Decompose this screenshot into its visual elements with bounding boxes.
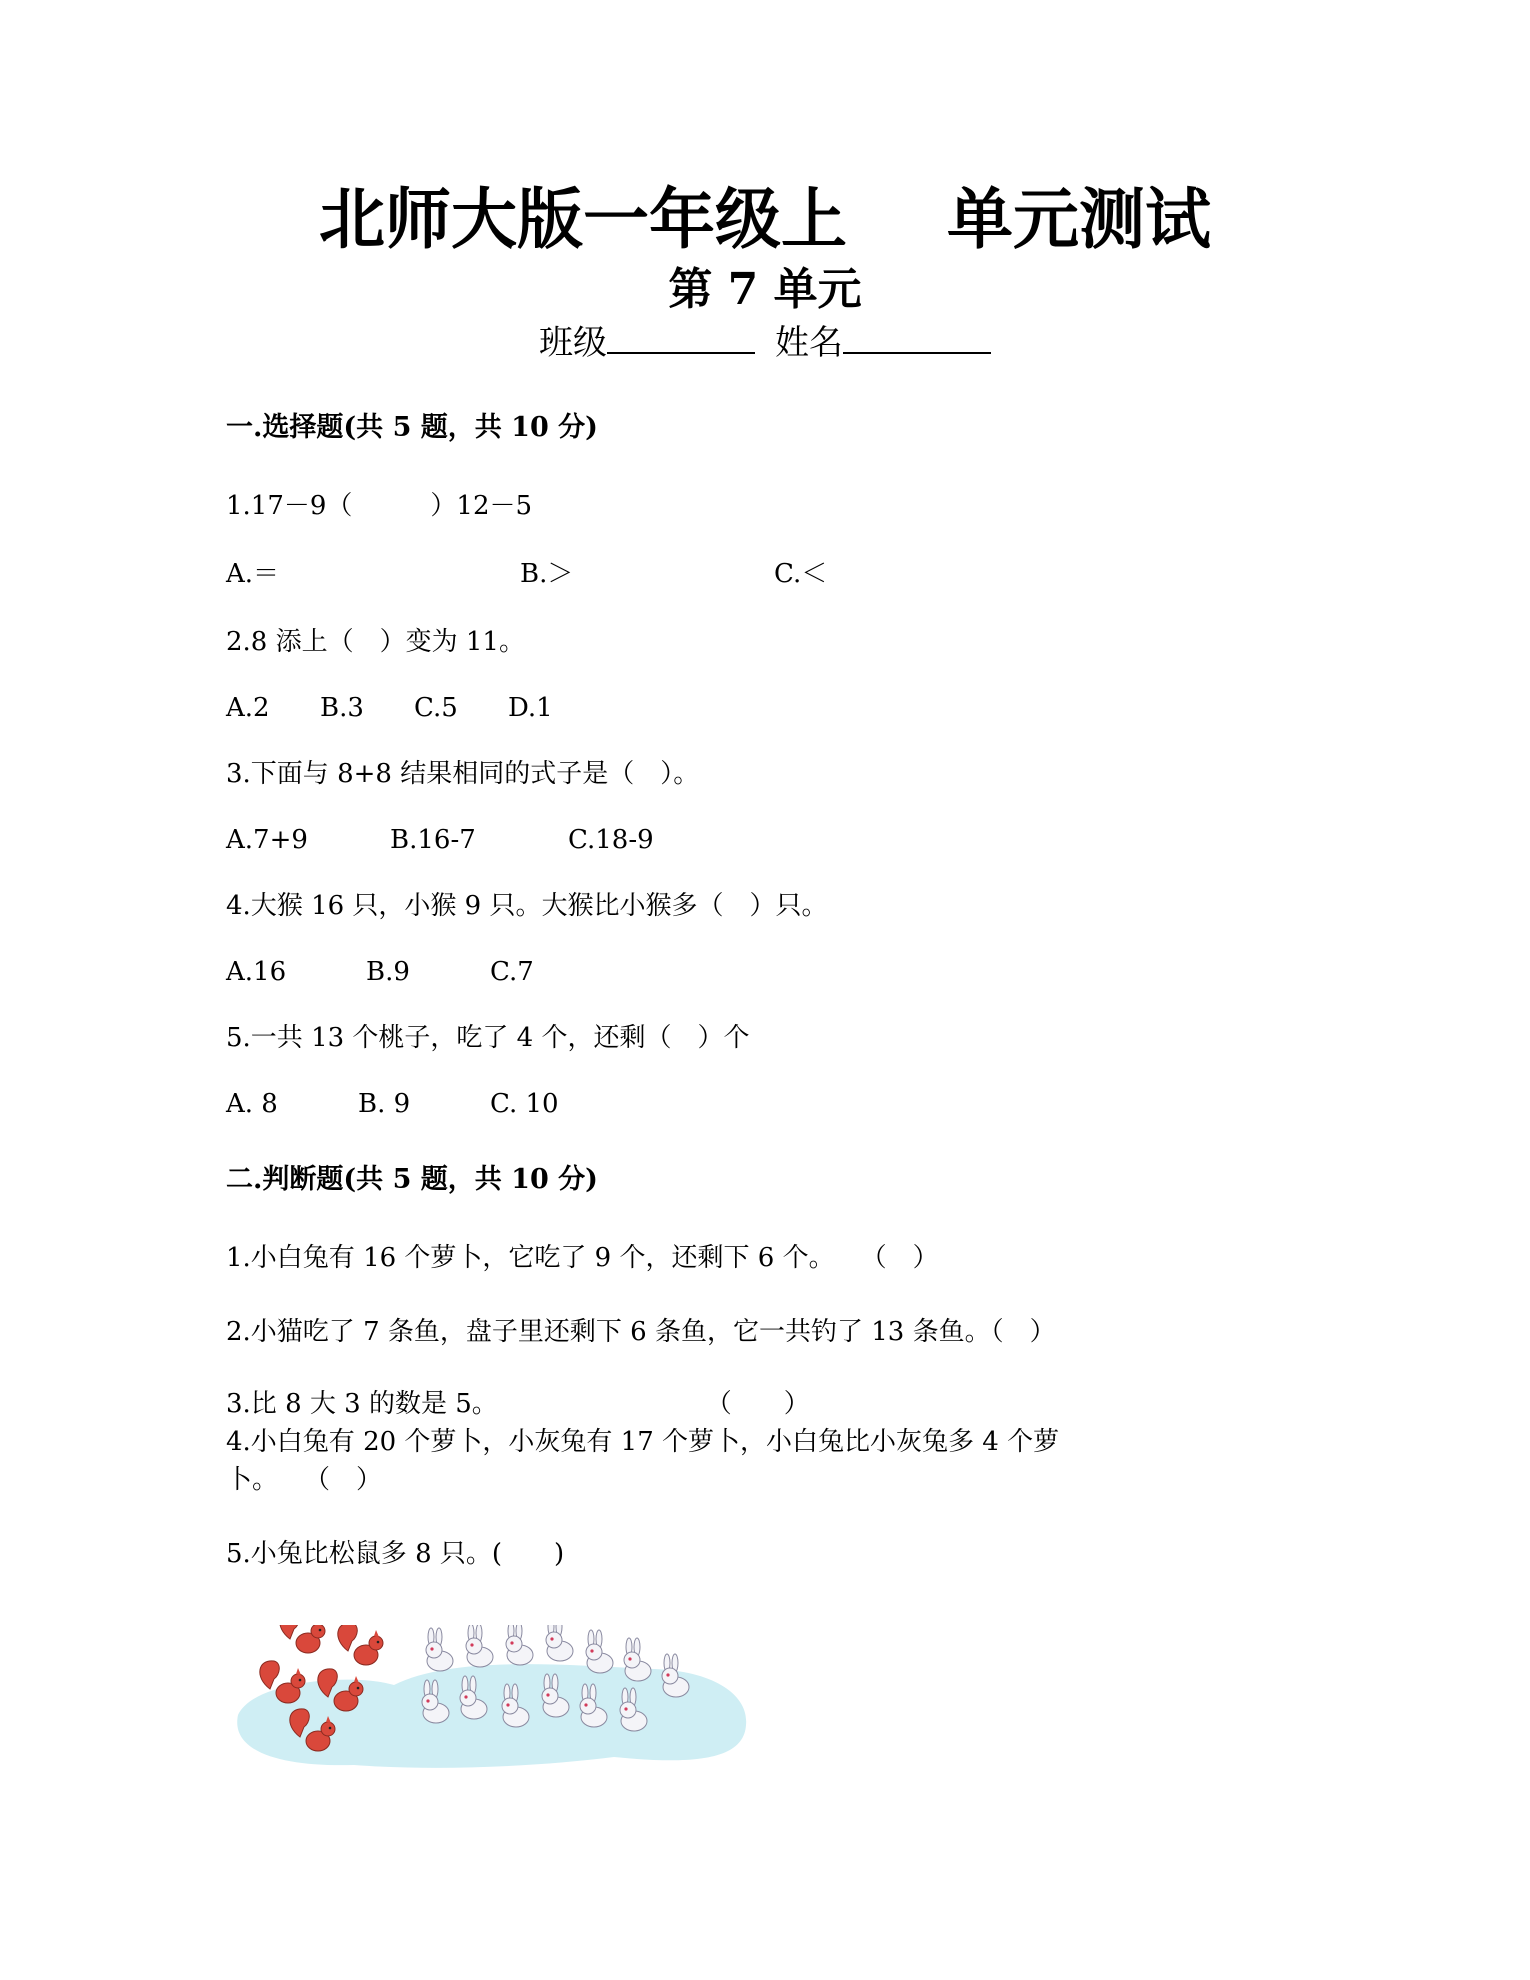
rabbit-icon	[546, 1625, 573, 1661]
question-1-2: 2.8 添上（ ）变为 11。	[226, 627, 525, 657]
option-1-2-a[interactable]: A.2	[226, 693, 270, 723]
rabbit-icon	[466, 1625, 493, 1667]
question-2-4-cont: 卜。 （ ）	[226, 1465, 383, 1495]
option-1-2-b[interactable]: B.3	[320, 693, 364, 723]
question-1-3: 3.下面与 8+8 结果相同的式子是（ ）。	[226, 759, 700, 789]
class-name-line	[0, 320, 1530, 366]
class-label: 班级	[539, 323, 607, 363]
option-1-1-c[interactable]: C.＜	[774, 559, 828, 589]
question-2-4: 4.小白兔有 20 个萝卜，小灰兔有 17 个萝卜，小白兔比小灰兔多 4 个萝	[226, 1427, 1060, 1457]
rabbit-icon	[426, 1628, 453, 1671]
title-right: 单元测试	[947, 181, 1211, 258]
class-blank[interactable]	[607, 322, 755, 354]
option-1-2-c[interactable]: C.5	[414, 693, 458, 723]
section-1-heading: 一.选择题(共 5 题，共 10 分)	[226, 412, 598, 443]
section-2-heading: 二.判断题(共 5 题，共 10 分)	[226, 1164, 598, 1195]
rabbit-icon	[624, 1638, 651, 1681]
question-2-2: 2.小猫吃了 7 条鱼，盘子里还剩下 6 条鱼，它一共钓了 13 条鱼。（ ）	[226, 1317, 1056, 1347]
question-2-5: 5.小兔比松鼠多 8 只。( )	[226, 1539, 565, 1569]
illustration-svg	[234, 1625, 754, 1775]
option-1-3-c[interactable]: C.18-9	[568, 825, 654, 855]
question-1-5: 5.一共 13 个桃子，吃了 4 个，还剩（ ）个	[226, 1023, 750, 1053]
rabbit-icon	[506, 1625, 533, 1665]
option-1-1-b[interactable]: B.＞	[520, 559, 574, 589]
unit-subtitle: 第 7 单元	[668, 264, 862, 315]
page-title	[0, 180, 1530, 260]
option-1-4-c[interactable]: C.7	[490, 957, 534, 987]
squirrels-rabbits-illustration	[224, 1606, 744, 1756]
option-1-2-d[interactable]: D.1	[508, 693, 553, 723]
option-1-5-c[interactable]: C. 10	[490, 1089, 559, 1119]
option-1-5-b[interactable]: B. 9	[358, 1089, 411, 1119]
option-1-3-b[interactable]: B.16-7	[390, 825, 476, 855]
option-1-3-a[interactable]: A.7+9	[226, 825, 308, 855]
option-1-1-a[interactable]: A.＝	[226, 559, 280, 589]
name-blank[interactable]	[843, 322, 991, 354]
option-1-4-b[interactable]: B.9	[366, 957, 410, 987]
title-left: 北师大版一年级上	[319, 181, 847, 258]
squirrel-icon	[338, 1625, 383, 1665]
question-1-1: 1.17－9（ ）12－5	[226, 491, 533, 521]
question-2-1: 1.小白兔有 16 个萝卜，它吃了 9 个，还剩下 6 个。 （ ）	[226, 1243, 939, 1273]
name-label: 姓名	[775, 323, 843, 363]
rabbit-icon	[586, 1630, 613, 1673]
question-1-4: 4.大猴 16 只，小猴 9 只。大猴比小猴多（ ）只。	[226, 891, 828, 921]
squirrel-icon	[280, 1625, 325, 1653]
option-1-5-a[interactable]: A. 8	[226, 1089, 278, 1119]
question-2-3: 3.比 8 大 3 的数是 5。 （ ）	[226, 1389, 810, 1419]
option-1-4-a[interactable]: A.16	[226, 957, 287, 987]
